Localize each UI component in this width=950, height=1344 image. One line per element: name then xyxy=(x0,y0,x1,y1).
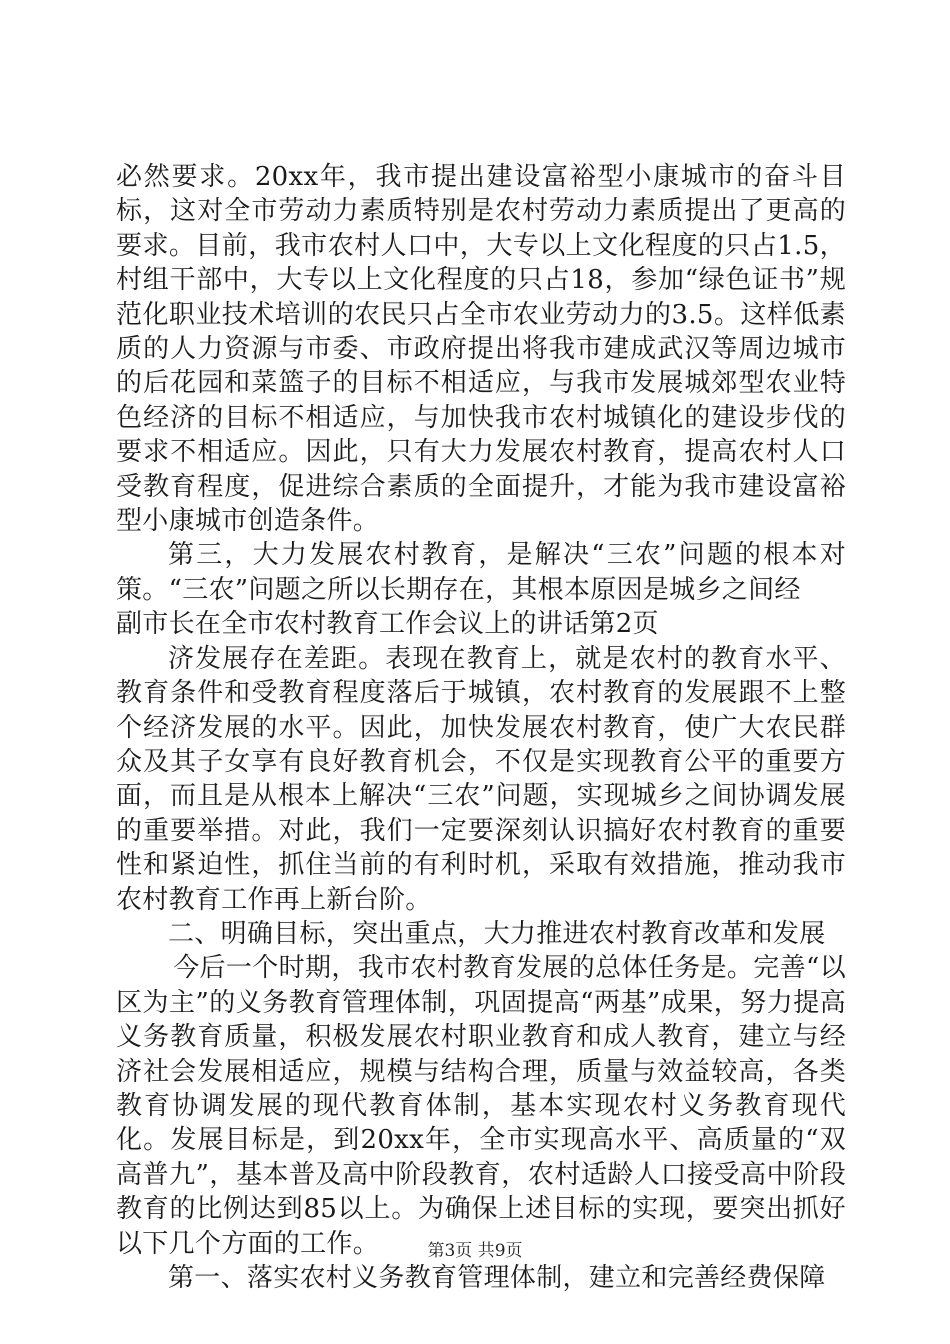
page-header-line: 副市长在全市农村教育工作会议上的讲话第2页 xyxy=(116,609,659,640)
page-footer: 第3页 共9页 xyxy=(427,1241,523,1261)
paragraph-4: 今后一个时期，我市农村教育发展的总体任务是。完善“以区为主”的义务教育管理体制，巩固提高“两基”成果，努力提高义务教育质量，积极发展农村职业教育和成人教育，建立与经济社会发展相适应，规模与结构合理，质量与效益较高，各类教育协调发展的现代教育体制，基本实现农村义务教育现代化。发展目标是，到20xx年，全市实现高水平、高质量的“双高普九”，基本普及高中阶段教育，农村适龄人口接受高中阶段教育的比例达到85以上。为确保上述目标的实现，要突出抓好以下几个方面的工作。 xyxy=(116,953,846,1259)
paragraph-5: 第一、落实农村义务教育管理体制，建立和完善经费保障 xyxy=(168,1263,826,1293)
paragraph-3: 济发展存在差距。表现在教育上，就是农村的教育水平、教育条件和受教育程度落后于城镇，农村教育的发展跟不上整个经济发展的水平。因此，加快发展农村教育，使广大农民群众及其子女享有良好教育机会，不仅是实现教育公平的重要方面，而且是从根本上解决“三农”问题，实现城乡之间协调发展的重要举措。对此，我们一定要深刻认识搞好农村教育的重要性和紧迫性，抓住当前的有利时机，采取有效措施，推动我市农村教育工作再上新台阶。 xyxy=(116,643,846,915)
paragraph-1: 必然要求。20xx年，我市提出建设富裕型小康城市的奋斗目标，这对全市劳动力素质特别是农村劳动力素质提出了更高的要求。目前，我市农村人口中，大专以上文化程度的只占1.5，村组干部中，大专以上文化程度的只占18，参加“绿色证书”规范化职业技术培训的农民只占全市农业劳动力的3.5。这样低素质的人力资源与市委、市政府提出将我市建成武汉等周边城市的后花园和菜篮子的目标不相适应，与我市发展城郊型农业特色经济的目标不相适应，与加快我市农村城镇化的建设步伐的要求不相适应。因此，只有大力发展农村教育，提高农村人口受教育程度，促进综合素质的全面提升，才能为我市建设富裕型小康城市创造条件。 xyxy=(116,162,846,537)
paragraph-2: 第三，大力发展农村教育，是解决“三农”问题的根本对策。“三农”问题之所以长期存在，其根本原因是城乡之间经 xyxy=(116,540,846,605)
document-body xyxy=(116,160,846,1295)
section-heading: 二、明确目标，突出重点，大力推进农村教育改革和发展 xyxy=(168,918,826,949)
